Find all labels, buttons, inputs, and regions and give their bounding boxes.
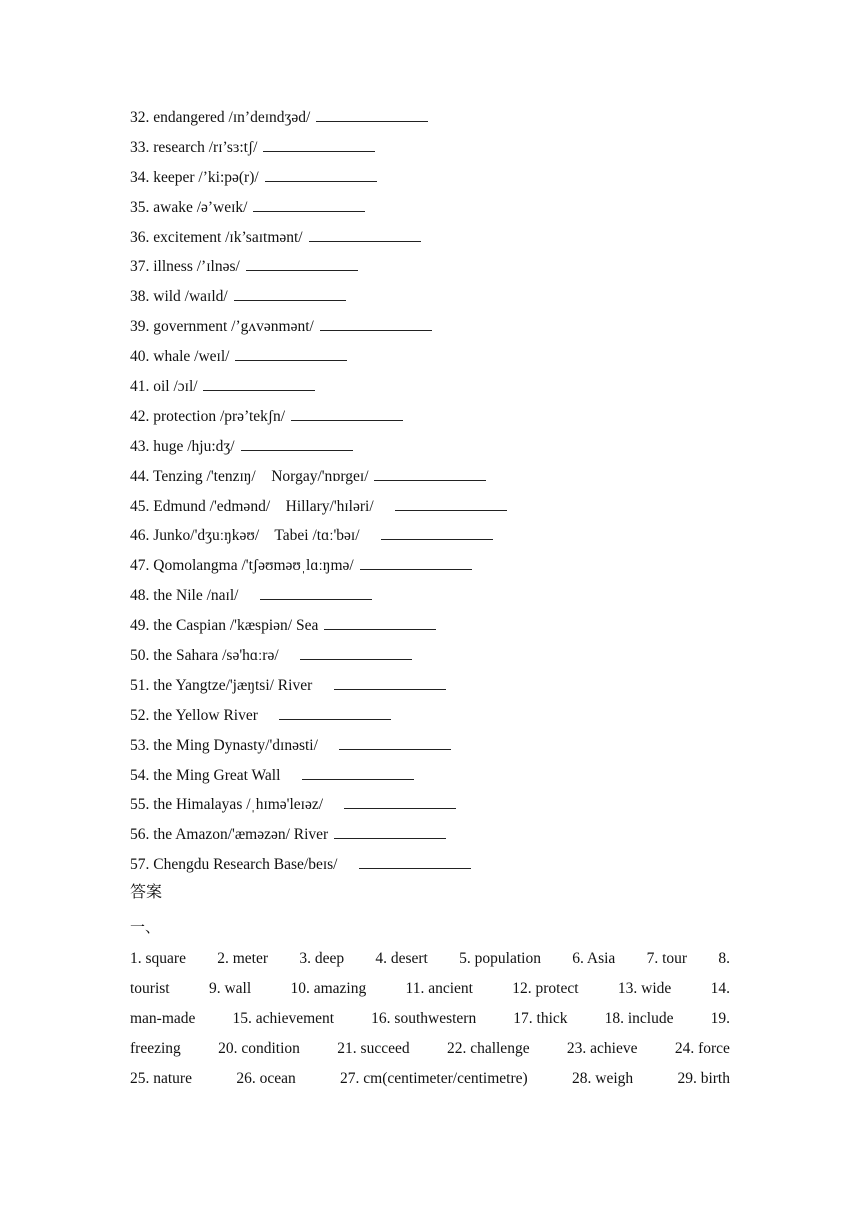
- vocab-item: [130, 611, 770, 641]
- vocab-item: [130, 850, 770, 880]
- answer-blank[interactable]: [309, 240, 421, 242]
- vocab-item: [130, 372, 770, 402]
- vocab-text: 35. awake /ə’weɪk/: [130, 198, 252, 216]
- answer-item: freezing: [130, 1040, 181, 1057]
- vocab-item: [130, 282, 770, 312]
- vocab-item: [130, 521, 770, 551]
- answer-item: 28. weigh: [572, 1070, 634, 1087]
- answer-row: [130, 1004, 730, 1034]
- section-heading: 一、: [130, 918, 161, 936]
- vocab-text: 55. the Himalayas /ˌhɪmə'leɪəz/: [130, 796, 343, 814]
- answer-blank[interactable]: [381, 538, 493, 540]
- vocab-text: 52. the Yellow River: [130, 706, 278, 724]
- answer-item: 12. protect: [512, 980, 579, 997]
- vocab-text: 44. Tenzing /'tenzɪŋ/ Norgay/'nɒrgeɪ/: [130, 467, 373, 485]
- answer-item: 10. amazing: [290, 980, 367, 997]
- vocab-item: [130, 252, 770, 282]
- vocab-item: [130, 820, 770, 850]
- answer-item: 19.: [710, 1010, 730, 1027]
- answer-blank[interactable]: [360, 568, 472, 570]
- answer-blank[interactable]: [316, 120, 428, 122]
- vocab-item: [130, 193, 770, 223]
- vocab-text: 49. the Caspian /'kæspiən/ Sea: [130, 617, 323, 635]
- answer-blank[interactable]: [279, 718, 391, 720]
- answer-item: 23. achieve: [566, 1040, 638, 1057]
- vocab-text: 40. whale /weɪl/: [130, 348, 234, 366]
- answer-blank[interactable]: [320, 329, 432, 331]
- vocab-item: [130, 462, 770, 492]
- vocab-text: 39. government /’gʌvənmənt/: [130, 318, 318, 336]
- answer-row: [130, 974, 730, 1004]
- answer-item: 24. force: [674, 1040, 730, 1057]
- vocab-text: 33. research /rɪ’sɜ:tʃ/: [130, 138, 262, 156]
- vocab-text: 37. illness /’ɪlnəs/: [130, 258, 244, 276]
- answer-item: 20. condition: [218, 1040, 300, 1057]
- answer-item: 29. birth: [677, 1070, 730, 1087]
- vocab-item: [130, 641, 770, 671]
- answer-item: 13. wide: [617, 980, 672, 997]
- answer-blank[interactable]: [334, 688, 446, 690]
- vocab-text: 56. the Amazon/'æməzən/ River: [130, 826, 333, 844]
- vocab-text: 32. endangered /ɪn’deɪndʒəd/: [130, 109, 315, 126]
- answer-item: 26. ocean: [236, 1070, 296, 1087]
- answer-row: [130, 1064, 730, 1094]
- answer-item: 11. ancient: [405, 980, 473, 997]
- answer-item: man-made: [130, 1010, 196, 1027]
- vocab-item: [130, 761, 770, 791]
- vocab-text: 53. the Ming Dynasty/'dɪnəsti/: [130, 736, 338, 754]
- answer-blank[interactable]: [234, 299, 346, 301]
- vocab-item: [130, 551, 770, 581]
- answer-blank[interactable]: [291, 419, 403, 421]
- vocab-item: [130, 103, 770, 133]
- vocab-text: 42. protection /prə’tekʃn/: [130, 407, 289, 425]
- vocab-text: 34. keeper /’ki:pə(r)/: [130, 168, 263, 186]
- vocab-text: 45. Edmund /'edmənd/ Hillary/'hɪləri/: [130, 497, 394, 515]
- answer-blank[interactable]: [374, 479, 486, 481]
- vocab-item: [130, 133, 770, 163]
- vocab-item: [130, 312, 770, 342]
- answer-blank[interactable]: [300, 658, 412, 660]
- answer-blank[interactable]: [203, 389, 315, 391]
- vocab-text: 50. the Sahara /sə'hɑːrə/: [130, 647, 299, 665]
- answer-item: 15. achievement: [232, 1010, 335, 1027]
- answer-blank[interactable]: [359, 867, 471, 869]
- vocab-text: 48. the Nile /naɪl/: [130, 587, 258, 605]
- answer-row: [130, 1034, 730, 1064]
- answer-blank[interactable]: [344, 807, 456, 809]
- vocab-text: 46. Junko/'dʒuːŋkəʊ/ Tabei /tɑː'bəɪ/: [130, 527, 379, 545]
- answer-blank[interactable]: [334, 837, 446, 839]
- answer-heading: 答案: [130, 882, 163, 901]
- answer-item: 8.: [718, 950, 730, 967]
- answer-blank[interactable]: [395, 509, 507, 511]
- answer-blank[interactable]: [324, 628, 436, 630]
- answer-block: [130, 944, 730, 1094]
- answer-row: [130, 944, 730, 974]
- vocab-text: 57. Chengdu Research Base/beɪs/: [130, 856, 357, 874]
- answer-item: 1. square: [130, 950, 186, 967]
- answer-item: 21. succeed: [337, 1040, 410, 1057]
- answer-item: 14.: [710, 980, 730, 997]
- vocabulary-list: [130, 103, 770, 880]
- answer-blank[interactable]: [241, 449, 353, 451]
- answer-blank[interactable]: [265, 180, 377, 182]
- answer-item: tourist: [130, 980, 170, 997]
- vocab-item: [130, 671, 770, 701]
- vocab-text: 54. the Ming Great Wall: [130, 766, 300, 784]
- vocab-text: 38. wild /waɪld/: [130, 288, 232, 306]
- answer-item: 25. nature: [130, 1070, 192, 1087]
- answer-item: 5. population: [459, 950, 541, 967]
- answer-item: 18. include: [604, 1010, 674, 1027]
- vocab-item: [130, 731, 770, 761]
- answer-item: 2. meter: [217, 950, 269, 967]
- answer-item: 4. desert: [375, 950, 428, 967]
- answer-blank[interactable]: [339, 748, 451, 750]
- vocab-item: [130, 790, 770, 820]
- answer-item: 27. cm(centimeter/centimetre): [340, 1070, 528, 1087]
- answer-blank[interactable]: [302, 778, 414, 780]
- answer-item: 9. wall: [208, 980, 252, 997]
- vocab-text: 51. the Yangtze/'jæŋtsi/ River: [130, 676, 332, 694]
- vocab-text: 47. Qomolangma /'tʃəʊməʊˌlɑːŋmə/: [130, 557, 358, 575]
- vocab-item: [130, 701, 770, 731]
- vocab-item: [130, 342, 770, 372]
- answer-blank[interactable]: [260, 598, 372, 600]
- answer-item: 6. Asia: [572, 950, 616, 967]
- vocab-text: 41. oil /ɔɪl/: [130, 378, 202, 396]
- answer-item: 3. deep: [299, 950, 345, 967]
- answer-item: 7. tour: [646, 950, 688, 967]
- answer-blank[interactable]: [235, 359, 347, 361]
- vocab-item: [130, 223, 770, 253]
- vocab-item: [130, 432, 770, 462]
- vocab-item: [130, 402, 770, 432]
- answer-item: 16. southwestern: [371, 1010, 477, 1027]
- vocab-item: [130, 492, 770, 522]
- vocab-text: 43. huge /hju:dʒ/: [130, 437, 239, 455]
- answer-item: 17. thick: [513, 1010, 568, 1027]
- answer-blank[interactable]: [246, 269, 358, 271]
- answer-blank[interactable]: [253, 210, 365, 212]
- vocab-text: 36. excitement /ɪk’saɪtmənt/: [130, 228, 307, 246]
- answer-blank[interactable]: [263, 150, 375, 152]
- vocab-item: [130, 581, 770, 611]
- answer-item: 22. challenge: [446, 1040, 530, 1057]
- vocab-item: [130, 163, 770, 193]
